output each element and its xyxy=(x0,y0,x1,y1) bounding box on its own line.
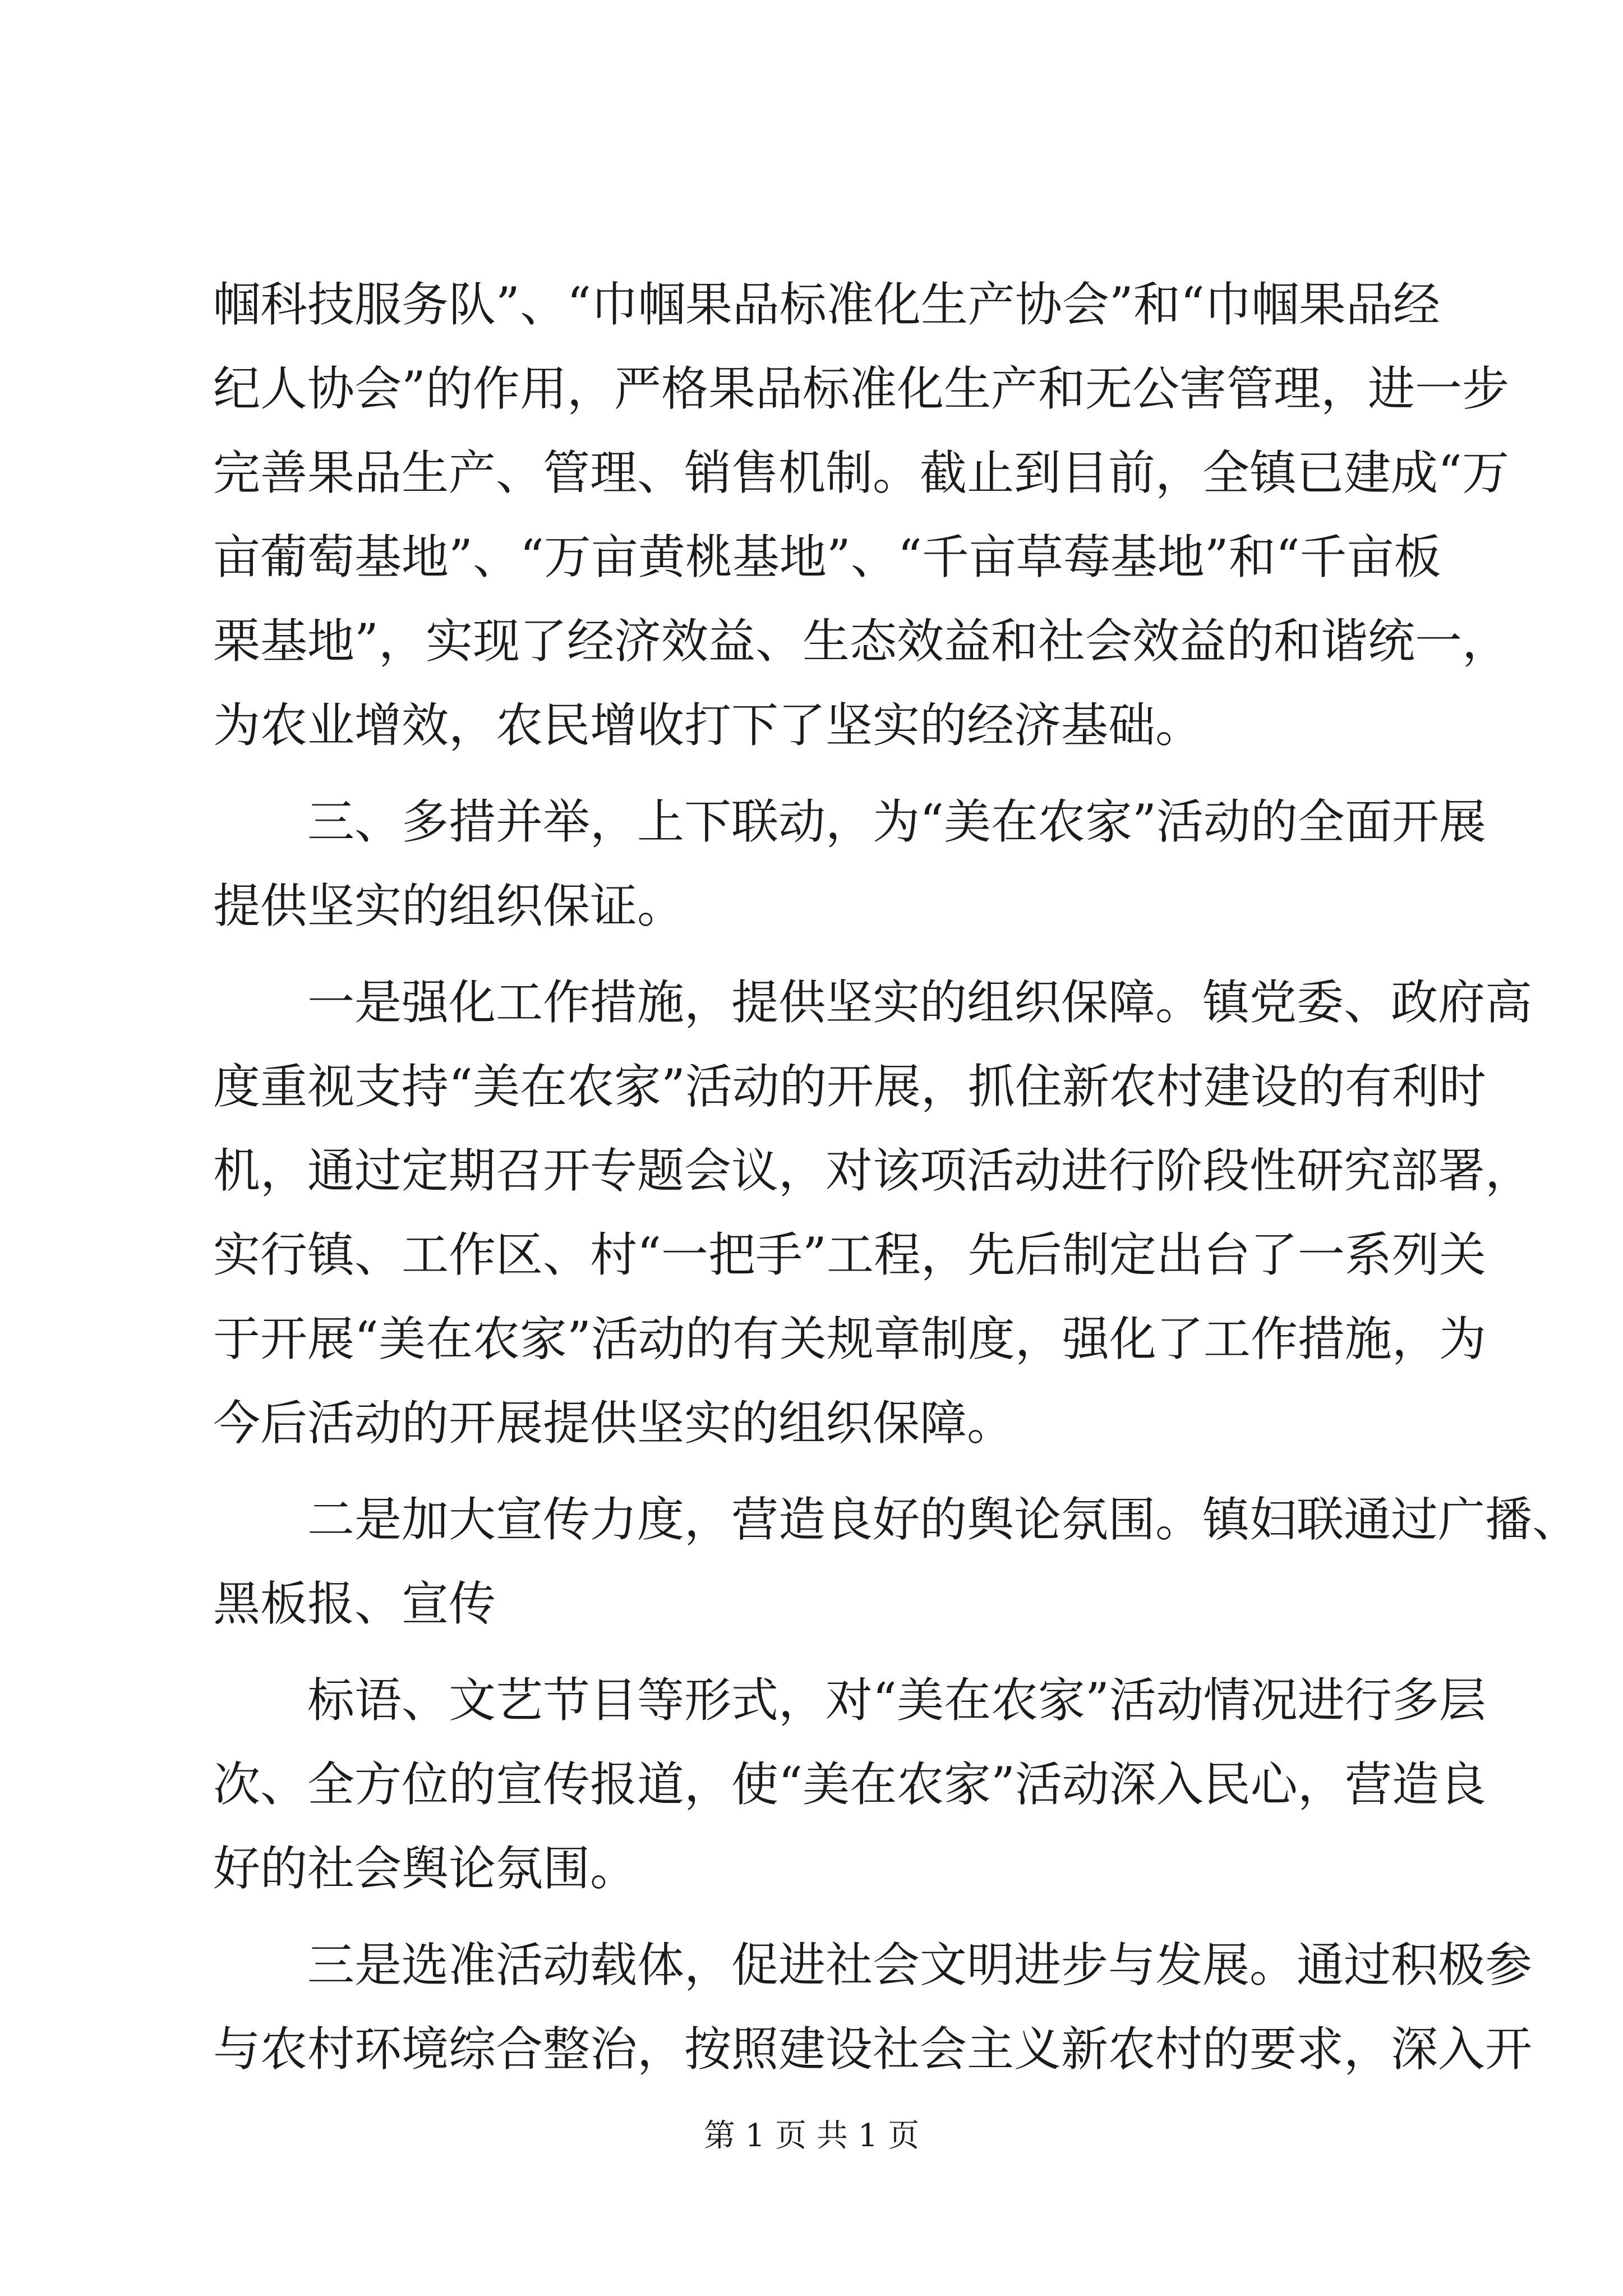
text-line: 完善果品生产、管理、销售机制。截止到目前，全镇已建成“万 xyxy=(213,445,1509,500)
text-line: 度重视支持“美在农家”活动的开展，抓住新农村建设的有利时 xyxy=(213,1059,1486,1114)
text-line: 栗基地”，实现了经济效益、生态效益和社会效益的和谐统一， xyxy=(213,614,1509,669)
text-line: 一是强化工作措施，提供坚实的组织保障。镇党委、政府高 xyxy=(307,975,1533,1030)
text-line: 实行镇、工作区、村“一把手”工程，先后制定出台了一系列关 xyxy=(213,1227,1486,1282)
text-line: 亩葡萄基地”、“万亩黄桃基地”、“千亩草莓基地”和“千亩板 xyxy=(213,530,1441,585)
section-heading-line: 提供坚实的组织保证。 xyxy=(213,878,685,933)
text-line: 三是选准活动载体，促进社会文明进步与发展。通过积极参 xyxy=(307,1938,1533,1993)
text-line: 于开展“美在农家”活动的有关规章制度，强化了工作措施，为 xyxy=(213,1312,1486,1366)
text-line: 今后活动的开展提供坚实的组织保障。 xyxy=(213,1396,1015,1451)
text-line: 黑板报、宣传 xyxy=(213,1576,496,1631)
text-line: 帼科技服务队”、“巾帼果品标准化生产协会”和“巾帼果品经 xyxy=(213,277,1440,332)
text-line: 次、全方位的宣传报道，使“美在农家”活动深入民心，营造良 xyxy=(213,1757,1486,1812)
text-line: 与农村环境综合整治，按照建设社会主义新农村的要求，深入开 xyxy=(213,2022,1533,2077)
text-line: 二是加大宣传力度，营造良好的舆论氛围。镇妇联通过广播、 xyxy=(307,1492,1580,1547)
text-line: 好的社会舆论氛围。 xyxy=(213,1841,638,1896)
document-body xyxy=(213,263,1580,2091)
text-line: 为农业增效，农民增收打下了坚实的经济基础。 xyxy=(213,698,1203,753)
text-line: 标语、文艺节目等形式，对“美在农家”活动情况进行多层 xyxy=(307,1673,1486,1728)
page-number-footer: 第 1 页 共 1 页 xyxy=(703,2118,920,2154)
section-heading-line: 三、多措并举，上下联动，为“美在农家”活动的全面开展 xyxy=(307,794,1486,849)
text-line: 纪人协会”的作用，严格果品标准化生产和无公害管理，进一步 xyxy=(213,361,1509,416)
text-line: 机，通过定期召开专题会议，对该项活动进行阶段性研究部署， xyxy=(213,1143,1533,1198)
